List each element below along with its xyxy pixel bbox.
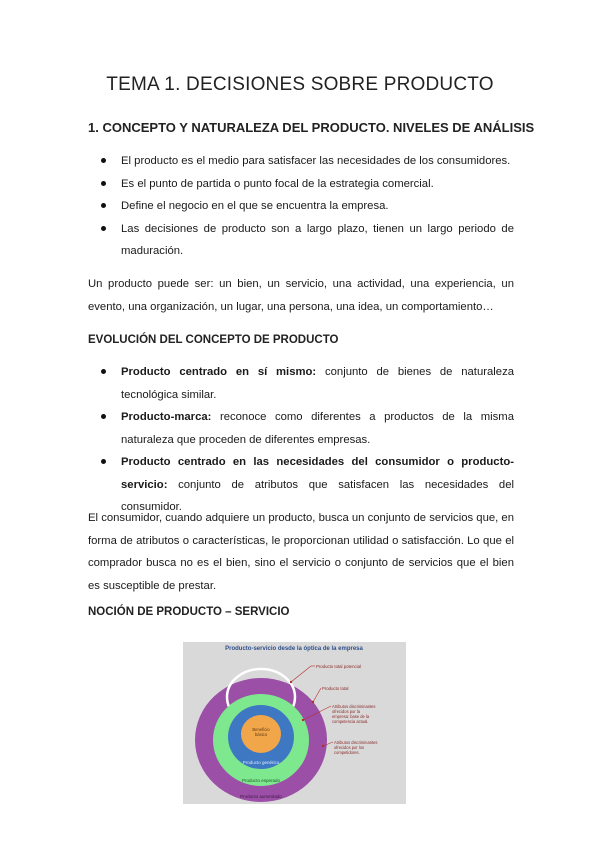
consumer-paragraph: El consumidor, cuando adquiere un producto, busca un conjunto de servicios que, en forma de atributos o características, le proporcionan utilidad o satisfacción. Lo que el comprador busca no es el bien, sino el servicio o conjunto de servicios que el bien es susceptible de prestar. — [88, 512, 514, 592]
core-label: Beneficio básico — [252, 727, 270, 737]
callout-total-product: Producto total — [322, 686, 349, 691]
list-item: Producto-marca: reconoce como diferentes a productos de la misma naturaleza que proceden de diferentes empresas. — [88, 406, 514, 451]
bullet-icon — [101, 181, 106, 186]
callout-dot — [290, 681, 292, 683]
bullet-icon — [101, 459, 106, 464]
bullet-icon — [101, 369, 106, 374]
ring-label-augmented: Producto aumentado — [240, 794, 282, 799]
diagram-title: Producto-servicio desde la óptica de la empresa — [225, 646, 363, 652]
callout-dot — [302, 719, 304, 721]
bullet-icon — [101, 226, 106, 231]
bullet-icon — [101, 158, 106, 163]
list-item: Producto centrado en las necesidades del consumidor o producto-servicio: conjunto de atributos que satisfacen las necesidades del consumidor. — [88, 451, 514, 519]
callout-company-attributes: Atributos discriminantes ofrecidos por la empresa: base de la competencia actual. — [332, 704, 376, 724]
section-heading-evolution: EVOLUCIÓN DEL CONCEPTO DE PRODUCTO — [88, 334, 339, 346]
product-service-diagram — [183, 642, 406, 804]
product-types-paragraph: Un producto puede ser: un bien, un servicio, una actividad, una experiencia, un evento, una organización, un lugar, una persona, una idea, un comportamiento… — [88, 278, 514, 313]
bullet-icon — [101, 414, 106, 419]
list-item: Es el punto de partida o punto focal de la estrategia comercial. — [88, 173, 514, 196]
callout-competitor-attributes: Atributos discriminantes ofrecidos por los competidores. — [334, 740, 378, 755]
term-label: Producto-marca: — [121, 411, 212, 423]
list-item: Define el negocio en el que se encuentra la empresa. — [88, 195, 514, 218]
bullet-icon — [101, 203, 106, 208]
list-item: El producto es el medio para satisfacer las necesidades de los consumidores. — [88, 150, 514, 173]
list-item: Producto centrado en sí mismo: conjunto de bienes de naturaleza tecnológica similar. — [88, 361, 514, 406]
section-heading-concept: 1. CONCEPTO Y NATURALEZA DEL PRODUCTO. NIVELES DE ANÁLISIS — [88, 120, 535, 135]
term-label: Producto centrado en las necesidades del consumidor o producto-servicio: — [121, 456, 514, 491]
ring-label-generic: Producto genérico — [242, 760, 280, 765]
list-item: Las decisiones de producto son a largo plazo, tienen un largo periodo de maduración. — [88, 218, 514, 263]
ring-label-expected: Producto esperado — [241, 778, 281, 783]
callout-dot — [322, 745, 324, 747]
page-title: TEMA 1. DECISIONES SOBRE PRODUCTO — [106, 74, 494, 95]
term-label: Producto centrado en sí mismo: — [121, 366, 317, 378]
callout-dot — [312, 701, 314, 703]
callout-potential-product: Producto total potencial — [316, 664, 361, 669]
evolution-bullet-list — [88, 361, 514, 519]
concept-bullet-list — [88, 150, 514, 263]
section-heading-notion: NOCIÓN DE PRODUCTO – SERVICIO — [88, 606, 290, 618]
